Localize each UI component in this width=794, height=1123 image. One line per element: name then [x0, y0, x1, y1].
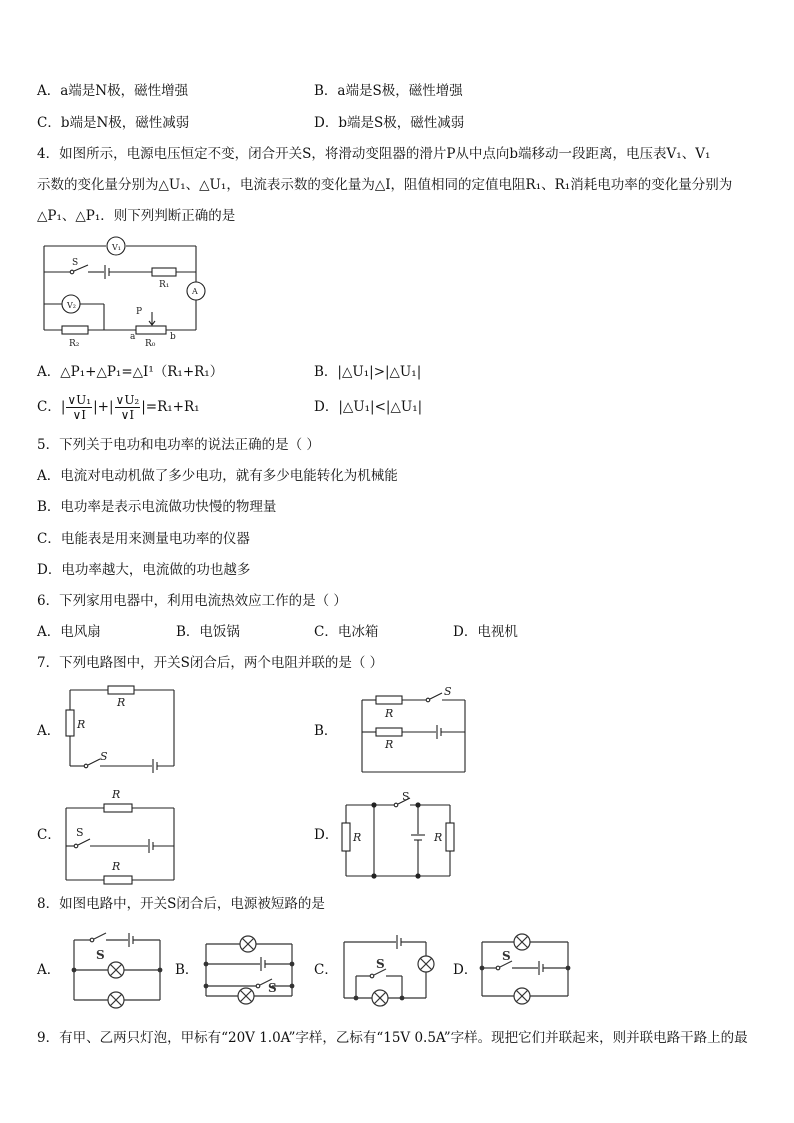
- q5-option-b: B．电功率是表示电流做功快慢的物理量: [37, 499, 277, 515]
- q7-circuit-a: [60, 684, 180, 774]
- q4-label-b-end: b: [170, 332, 176, 342]
- q8-option-c: C．: [314, 962, 338, 978]
- q8-stem: 8．如图电路中，开关S闭合后，电源被短路的是: [37, 896, 325, 912]
- q6-option-c: C．电冰箱: [314, 624, 379, 640]
- q3-option-c: C．b端是N极，磁性减弱: [37, 115, 190, 131]
- q6-stem: 6．下列家用电器中，利用电流热效应工作的是（ ）: [37, 593, 347, 609]
- q7-option-b: B．: [314, 723, 338, 739]
- q4-label-a-end: a: [130, 332, 136, 342]
- q7d-label-r2: R: [434, 831, 443, 844]
- q7b-label-r1: R: [385, 707, 394, 720]
- q7d-label-s: S: [402, 790, 410, 803]
- q4-label-v1: V₁: [112, 243, 121, 252]
- q4-stem-line1: 4．如图所示，电源电压恒定不变，闭合开关S，将滑动变阻器的滑片P从中点向b端移动一段距离，电压表V₁、V₁: [37, 146, 711, 162]
- q7c-label-r1: R: [112, 788, 121, 801]
- q4-label-s: S: [72, 258, 79, 268]
- q8-option-a: A．: [37, 962, 61, 978]
- q7-circuit-d: [338, 788, 462, 884]
- q7c-label-s: S: [76, 826, 84, 839]
- q3-option-a: A．a端是N极，磁性增强: [37, 83, 189, 99]
- q5-option-c: C．电能表是用来测量电功率的仪器: [37, 531, 250, 547]
- q7-option-d: D．: [314, 827, 339, 843]
- q8d-label-s: S: [502, 949, 511, 963]
- q4-circuit-diagram: [36, 232, 216, 352]
- q7-circuit-c: [60, 784, 180, 888]
- q4-option-b: B．|△U₁|>|△U₁|: [314, 364, 422, 380]
- q5-option-d: D．电功率越大，电流做的功也越多: [37, 562, 251, 578]
- q7b-label-r2: R: [385, 738, 394, 751]
- q4-label-v2: V₂: [67, 301, 76, 310]
- q8-circuit-b: [200, 932, 298, 1012]
- q4-option-a: A．△P₁+△P₁=△I¹（R₁+R₁）: [37, 364, 224, 380]
- q6-option-a: A．电风扇: [37, 624, 101, 640]
- q7d-label-r1: R: [353, 831, 362, 844]
- q4-label-p: P: [136, 307, 143, 317]
- q7b-label-s: S: [444, 685, 452, 698]
- q8-circuit-c: [338, 930, 442, 1010]
- q8-circuit-d: [478, 930, 572, 1010]
- q7a-label-s: S: [100, 750, 108, 763]
- q6-option-d: D．电视机: [453, 624, 518, 640]
- q4-label-r1: R₁: [159, 280, 170, 290]
- q4-option-d: D．|△U₁|<|△U₁|: [314, 399, 423, 415]
- q8b-label-s: S: [268, 981, 277, 995]
- q8-circuit-a: [70, 930, 166, 1010]
- q3-option-b: B．a端是S极，磁性增强: [314, 83, 463, 99]
- q5-option-a: A．电流对电动机做了多少电功，就有多少电能转化为机械能: [37, 468, 398, 484]
- q7a-label-r1: R: [117, 696, 126, 709]
- q3-option-d: D．b端是S极，磁性减弱: [314, 115, 465, 131]
- q8-option-b: B．: [175, 962, 199, 978]
- q7-circuit-b: [358, 684, 470, 778]
- q9-stem-line1: 9．有甲、乙两只灯泡，甲标有“20V 1.0A”字样，乙标有“15V 0.5A”字样。现把它们并联起来，则并联电路干路上的最: [37, 1030, 748, 1046]
- q4-label-a: A: [192, 287, 198, 296]
- q7-stem: 7．下列电路图中，开关S闭合后，两个电阻并联的是（ ）: [37, 655, 384, 671]
- q7a-label-r2: R: [77, 718, 86, 731]
- q8c-label-s: S: [376, 957, 385, 971]
- q4-option-c: C．| $\frac{\text{∨U₁}}{\vee I}$ |+| $\frac{\text{∨U₂}}{\vee I}$ |=R₁+R₁: [37, 393, 200, 422]
- q4-stem-line3: △P₁、△P₁．则下列判断正确的是: [37, 208, 236, 224]
- q7-option-c: C．: [37, 827, 61, 843]
- q7c-label-r2: R: [112, 860, 121, 873]
- q8a-label-s: S: [96, 948, 105, 962]
- q5-stem: 5．下列关于电功和电功率的说法正确的是（ ）: [37, 437, 320, 453]
- q7-option-a: A．: [37, 723, 61, 739]
- q8-option-d: D．: [453, 962, 478, 978]
- q4-stem-line2: 示数的变化量分别为△U₁、△U₁，电流表示数的变化量为△I，阻值相同的定值电阻R₁、R₁消耗电功率的变化量分别为: [37, 177, 733, 193]
- q4-label-r2: R₂: [69, 339, 80, 349]
- q4-label-r0: R₀: [145, 339, 156, 349]
- q6-option-b: B．电饭锅: [176, 624, 240, 640]
